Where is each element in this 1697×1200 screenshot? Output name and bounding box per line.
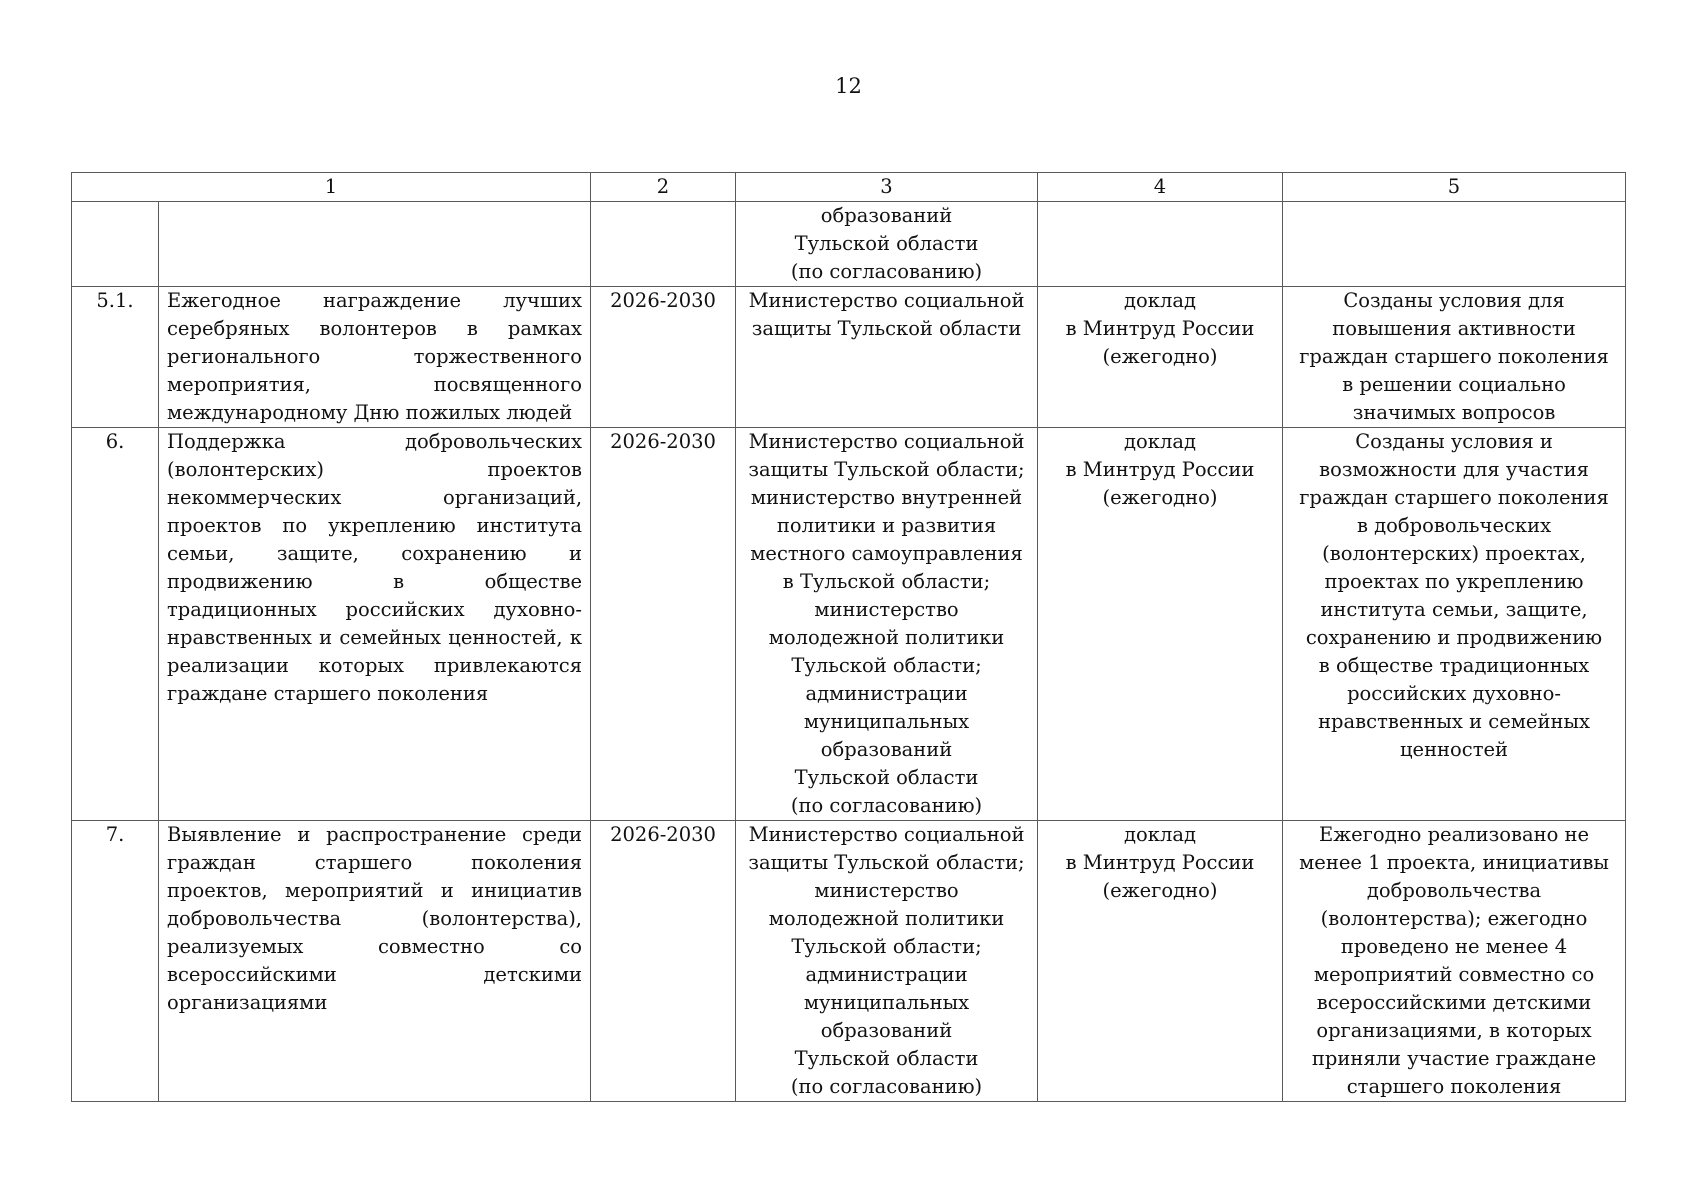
- table-row-6: [72, 428, 1626, 821]
- cell-num: 6.: [72, 428, 159, 821]
- column-header-4: 4: [1038, 173, 1283, 202]
- cell-responsible: Министерство социальной защиты Тульской области; министерство молодежной политики Тульской области; администрации муниципальных образований Тульской области (по согласованию): [736, 821, 1038, 1102]
- cell-period: 2026-2030: [591, 821, 736, 1102]
- cell-responsible: Министерство социальной защиты Тульской области; министерство внутренней политики и развития местного самоуправления в Тульской области; министерство молодежной политики Тульской области; администрации муниципальных образований Тульской области (по согласованию): [736, 428, 1038, 821]
- page-number: 12: [835, 74, 862, 98]
- cell-result: Созданы условия для повышения активности граждан старшего поколения в решении социально значимых вопросов: [1283, 287, 1626, 428]
- cell-reporting: доклад в Минтруд России (ежегодно): [1038, 821, 1283, 1102]
- cell-period: 2026-2030: [591, 428, 736, 821]
- cell-reporting: [1038, 202, 1283, 287]
- cell-responsible: образований Тульской области (по согласованию): [736, 202, 1038, 287]
- cell-reporting: доклад в Минтруд России (ежегодно): [1038, 287, 1283, 428]
- table-row-5-1: [72, 287, 1626, 428]
- column-header-5: 5: [1283, 173, 1626, 202]
- cell-num: 7.: [72, 821, 159, 1102]
- table-row-7: [72, 821, 1626, 1102]
- continuation-row: [72, 202, 1626, 287]
- cell-description: Поддержка добровольческих (волонтерских) проектов некоммерческих организаций, проектов по укреплению института семьи, защите, сохранению и продвижению в обществе традиционных российских духовно-нравственных и семейных ценностей, к реализации которых привлекаются граждане старшего поколения: [159, 428, 591, 821]
- column-header-2: 2: [591, 173, 736, 202]
- cell-reporting: доклад в Минтруд России (ежегодно): [1038, 428, 1283, 821]
- column-header-3: 3: [736, 173, 1038, 202]
- measures-table: [71, 172, 1626, 1102]
- cell-description: Ежегодное награждение лучших серебряных волонтеров в рамках регионального торжественного мероприятия, посвященного международному Дню пожилых людей: [159, 287, 591, 428]
- cell-period: [591, 202, 736, 287]
- table-header-row: [72, 173, 1626, 202]
- column-header-1: 1: [72, 173, 591, 202]
- cell-result: Ежегодно реализовано не менее 1 проекта, инициативы добровольчества (волонтерства); ежегодно проведено не менее 4 мероприятий совместно со всероссийскими детскими организациями, в которых приняли участие граждане старшего поколения: [1283, 821, 1626, 1102]
- cell-num: 5.1.: [72, 287, 159, 428]
- cell-period: 2026-2030: [591, 287, 736, 428]
- cell-description: Выявление и распространение среди граждан старшего поколения проектов, мероприятий и инициатив добровольчества (волонтерства), реализуемых совместно со всероссийскими детскими организациями: [159, 821, 591, 1102]
- cell-result: Созданы условия и возможности для участия граждан старшего поколения в добровольческих (волонтерских) проектах, проектах по укреплению института семьи, защите, сохранению и продвижению в обществе традиционных российских духовно- нравственных и семейных ценностей: [1283, 428, 1626, 821]
- cell-result: [1283, 202, 1626, 287]
- cell-num: [72, 202, 159, 287]
- cell-description: [159, 202, 591, 287]
- cell-responsible: Министерство социальной защиты Тульской области: [736, 287, 1038, 428]
